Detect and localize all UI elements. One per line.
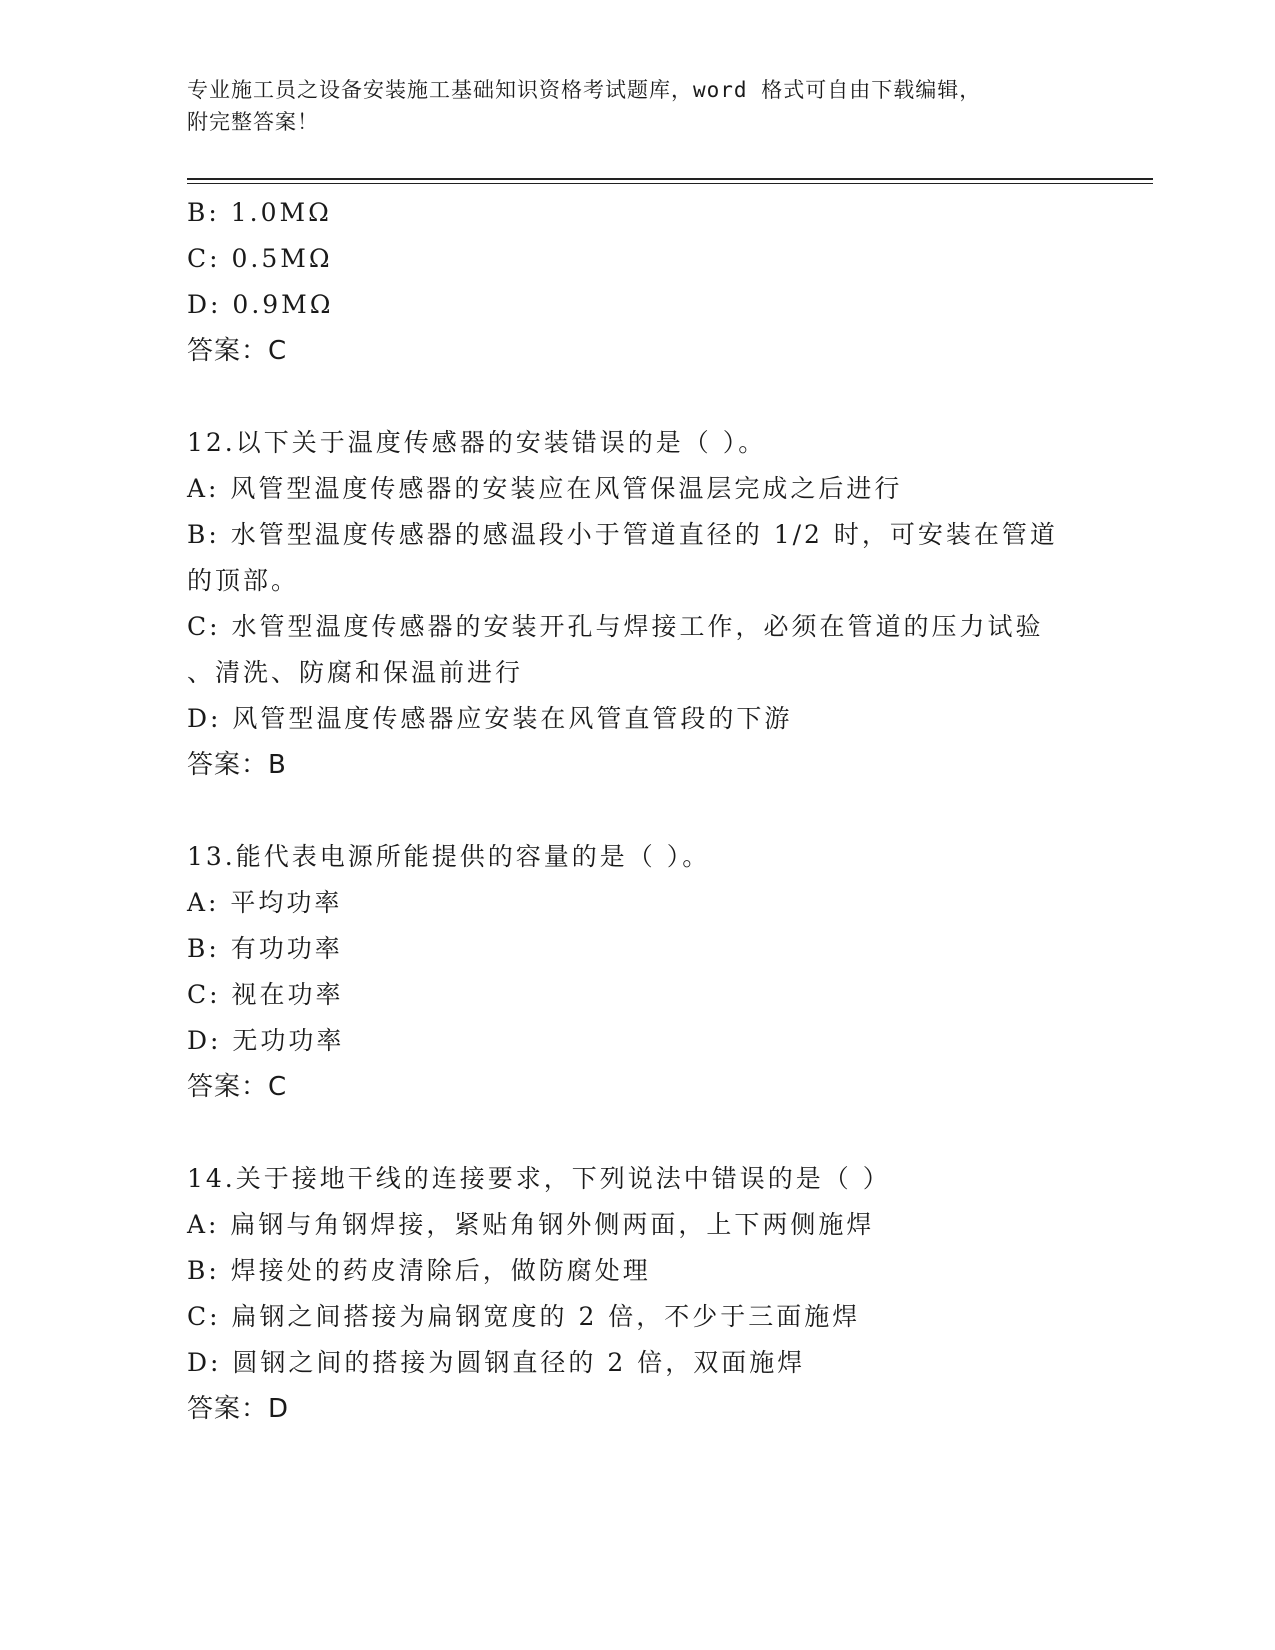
option-c-continued: 、清洗、防腐和保温前进行 [187, 658, 524, 687]
question-14-block [187, 1156, 1087, 1432]
header-divider-thick [187, 178, 1153, 180]
header-line-1: 专业施工员之设备安装施工基础知识资格考试题库，word 格式可自由下载编辑， [187, 78, 982, 102]
option-d: D: 0.9MΩ [187, 290, 334, 319]
question-text: 12.以下关于温度传感器的安装错误的是（ ）。 [187, 428, 767, 457]
spacer [187, 788, 1087, 834]
option-b: B: 1.0MΩ [187, 198, 332, 227]
option-d: D: 圆钢之间的搭接为圆钢直径的 2 倍，双面施焊 [187, 1348, 806, 1377]
option-b: B: 水管型温度传感器的感温段小于管道直径的 1/2 时，可安装在管道 [187, 520, 1058, 549]
answer-line: 答案：D [187, 1394, 290, 1424]
answer-line: 答案：C [187, 336, 288, 366]
option-a: A: 风管型温度传感器的安装应在风管保温层完成之后进行 [187, 474, 903, 503]
spacer [187, 374, 1087, 420]
option-a: A: 扁钢与角钢焊接，紧贴角钢外侧两面，上下两侧施焊 [187, 1210, 875, 1239]
question-text: 14.关于接地干线的连接要求，下列说法中错误的是（ ） [187, 1164, 891, 1193]
question-list [187, 190, 1087, 1432]
option-c: C: 水管型温度传感器的安装开孔与焊接工作，必须在管道的压力试验 [187, 612, 1044, 641]
option-d: D: 无功功率 [187, 1026, 345, 1055]
answer-line: 答案：B [187, 750, 287, 780]
option-c: C: 扁钢之间搭接为扁钢宽度的 2 倍，不少于三面施焊 [187, 1302, 861, 1331]
header-divider-thin [187, 183, 1153, 184]
option-b-continued: 的顶部。 [187, 566, 300, 595]
option-d: D: 风管型温度传感器应安装在风管直管段的下游 [187, 704, 793, 733]
answer-line: 答案：C [187, 1072, 288, 1102]
question-12-block [187, 420, 1087, 788]
question-11-block [187, 190, 1087, 374]
option-c: C: 视在功率 [187, 980, 344, 1009]
document-header [187, 74, 1067, 138]
option-b: B: 焊接处的药皮清除后，做防腐处理 [187, 1256, 651, 1285]
header-line-2: 附完整答案！ [187, 110, 319, 134]
option-a: A: 平均功率 [187, 888, 343, 917]
spacer [187, 1110, 1087, 1156]
question-text: 13.能代表电源所能提供的容量的是（ ）。 [187, 842, 711, 871]
question-13-block [187, 834, 1087, 1110]
option-b: B: 有功功率 [187, 934, 343, 963]
option-c: C: 0.5MΩ [187, 244, 333, 273]
